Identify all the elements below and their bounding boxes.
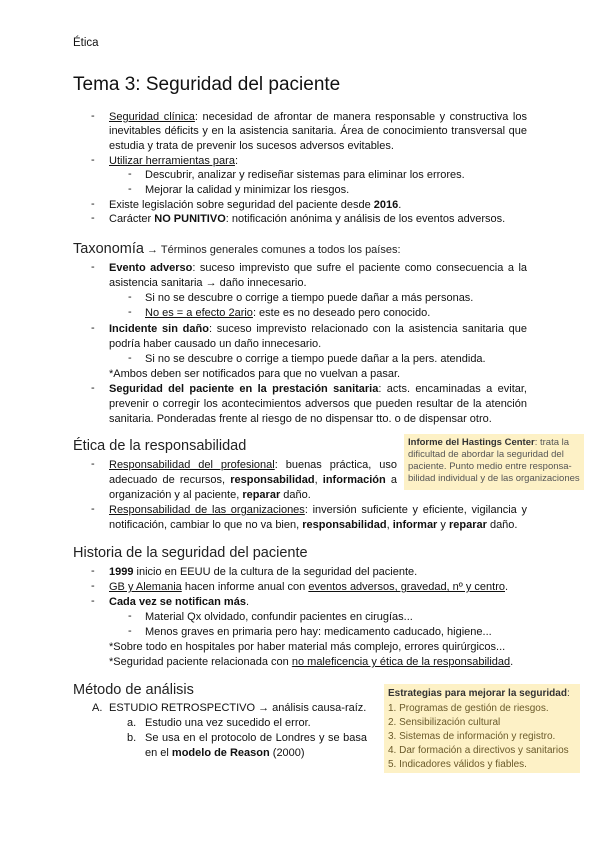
incidente-sin-dano-line-1: Incidente sin daño: suceso imprevisto relacionado con la asistencia sanitaria que [109,323,527,335]
seguridad-paciente-line-3: sanitaria. Ponderadas frente al riesgo de no dispensar tto. o de dispensar otro. [109,413,492,425]
intro-bullet-1-line-3: estudia y trata de prevenir los sucesos adversos evitables. [109,140,394,152]
metodo-item-a: ESTUDIO RETROSPECTIVO → análisis causa-raíz. [109,702,367,714]
intro-bullet-4: Carácter NO PUNITIVO: notificación anónima y análisis de los eventos adversos. [109,213,506,225]
evento-adverso-line-1: Evento adverso: suceso imprevisto que sufre el paciente como consecuencia a la [109,262,528,274]
intro-bullet-3: Existe legislación sobre seguridad del paciente desde 2016. [109,199,402,211]
intro-sub-bullet-1: Descubrir, analizar y rediseñar sistemas para eliminar los errores. [145,169,465,181]
page-title: Tema 3: Seguridad del paciente [73,74,341,95]
section-heading-historia: Historia de la seguridad del paciente [73,545,308,561]
bullet-dash: - [91,595,95,607]
estrategias-callout [384,684,580,773]
bullet-dash: - [91,382,95,394]
bullet-dash: - [91,580,95,592]
sub-bullet-dash: - [128,352,132,364]
responsabilidad-profesional-line-3: organización y al paciente, reparar daño. [109,489,311,501]
incidente-sin-dano-sub-1: Si no se descubre o corrige a tiempo puede dañar a la pers. atendida. [145,353,486,365]
historia-sub-bullet-2: Menos graves en primaria pero hay: medicamento caducado, higiene... [145,626,492,638]
evento-adverso-sub-2: No es = a efecto 2ario: este es no deseado pero conocido. [145,307,431,319]
estrategias-item: 2. Sensibilización cultural [388,717,501,728]
historia-sub-bullet-1: Material Qx olvidado, confundir pacientes en cirugías... [145,611,413,623]
list-marker: a. [127,717,137,729]
intro-bullet-1-line-2: inevitables déficits y en la asistencia sanitaria. Área de conocimiento transversal que [109,125,527,137]
bullet-dash: - [91,212,95,224]
seguridad-paciente-line-1: Seguridad del paciente en la prestación sanitaria: acts. encaminadas a evitar, [109,383,527,395]
bullet-dash: - [91,458,95,470]
metodo-item-a-sub-a: Estudio una vez sucedido el error. [145,717,311,729]
section-heading-taxonomia: Taxonomía → Términos generales comunes a todos los países: [73,241,401,257]
historia-note-2: *Seguridad paciente relacionada con no maleficencia y ética de la responsabilidad. [109,656,514,668]
section-heading-metodo: Método de análisis [73,682,194,698]
hastings-center-callout: Informe del Hastings Center: trata la dificultad de abordar la seguridad del paciente. Punto medio entre responsa- bilidad individual y de las organizaciones [404,434,584,490]
responsabilidad-profesional-line-1: Responsabilidad del profesional: buenas práctica, uso [109,459,397,471]
bullet-dash: - [91,322,95,334]
incidente-sin-dano-line-2: podría haber causado un daño innecesario. [109,338,322,350]
evento-adverso-line-2: asistencia sanitaria → daño innecesario. [109,277,307,289]
historia-note-1: *Sobre todo en hospitales por haber material más complejo, errores quirúrgicos... [109,641,506,653]
metodo-item-a-sub-b-line-1: Se usa en el protocolo de Londres y se basa [145,732,367,744]
bullet-dash: - [91,503,95,515]
evento-adverso-sub-1: Si no se descubre o corrige a tiempo puede dañar a más personas. [145,292,474,304]
seguridad-paciente-line-2: prevenir o corregir los acontecimientos adversos que pueden resultar de la atención [109,398,527,410]
bullet-dash: - [91,110,95,122]
bullet-dash: - [91,198,95,210]
sub-bullet-dash: - [128,291,132,303]
estrategias-item: 4. Dar formación a directivos y sanitarios [388,745,569,756]
historia-bullet-1: 1999 inicio en EEUU de la cultura de la seguridad del paciente. [109,566,418,578]
sub-bullet-dash: - [128,183,132,195]
estrategias-item: 5. Indicadores válidos y fiables. [388,759,527,770]
metodo-item-a-sub-b-line-2: en el modelo de Reason (2000) [145,747,305,759]
sub-bullet-dash: - [128,306,132,318]
intro-sub-bullet-2: Mejorar la calidad y minimizar los riesgos. [145,184,350,196]
responsabilidad-profesional-line-2: adecuado de recursos, responsabilidad, información a [109,474,397,486]
list-marker: b. [127,732,137,744]
bullet-dash: - [91,565,95,577]
estrategias-title: Estrategias para mejorar la seguridad: [388,688,570,699]
sub-bullet-dash: - [128,625,132,637]
sub-bullet-dash: - [128,610,132,622]
estrategias-item: 1. Programas de gestión de riesgos. [388,703,549,714]
bullet-dash: - [91,261,95,273]
bullet-dash: - [91,154,95,166]
list-marker: A. [92,702,103,714]
responsabilidad-organizaciones-line-1: Responsabilidad de las organizaciones: inversión suficiente y eficiente, vigilancia y [109,504,527,516]
historia-bullet-3: Cada vez se notifican más. [109,596,250,608]
taxonomia-note: *Ambos deben ser notificados para que no vuelvan a pasar. [109,368,401,380]
estrategias-item: 3. Sistemas de información y registro. [388,731,556,742]
section-heading-etica: Ética de la responsabilidad [73,438,247,454]
historia-bullet-2: GB y Alemania hacen informe anual con eventos adversos, gravedad, nº y centro. [109,581,509,593]
intro-bullet-1-line-1: Seguridad clínica: necesidad de afrontar de manera responsable y constructiva los [109,111,527,123]
document-header: Ética [73,37,99,49]
sub-bullet-dash: - [128,168,132,180]
intro-bullet-2: Utilizar herramientas para: [109,155,238,167]
responsabilidad-organizaciones-line-2: notificación, cambiar lo que no va bien, responsabilidad, informar y reparar daño. [109,519,518,531]
